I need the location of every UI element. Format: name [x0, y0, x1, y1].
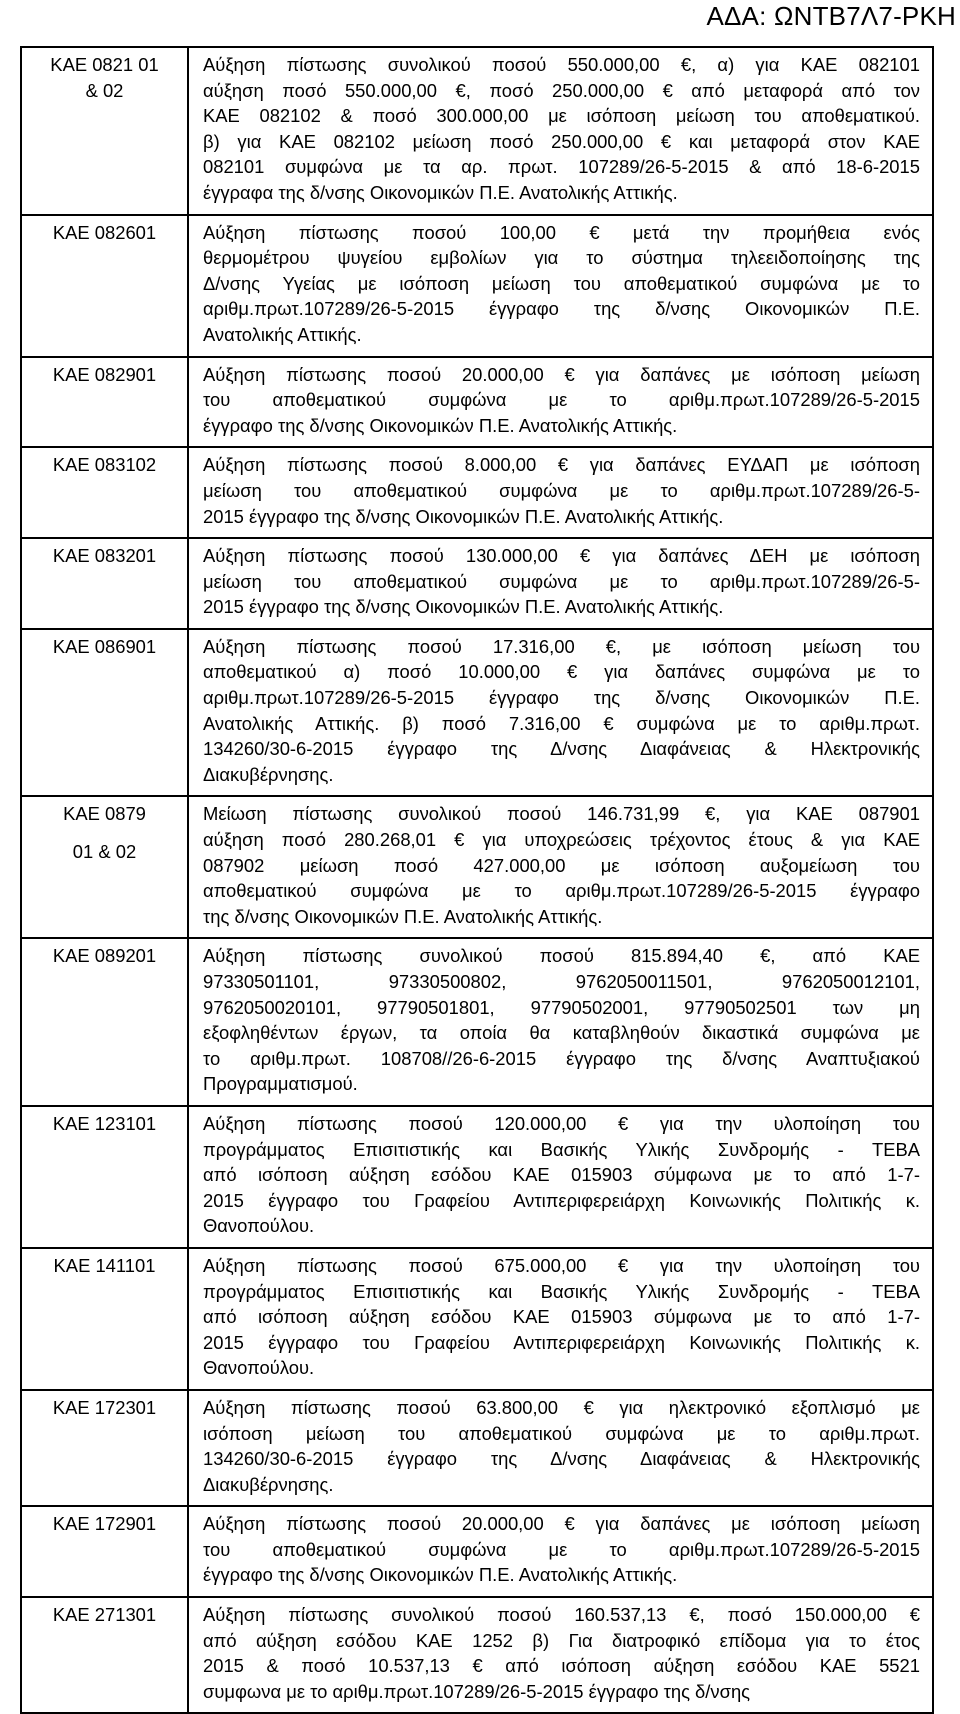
description-cell: [188, 1597, 933, 1713]
budget-code-cell: [21, 447, 188, 538]
description-line: 2015 έγγραφο της δ/νσης Οικονομικών Π.Ε. Ανατολικής Αττικής.: [203, 596, 724, 618]
table-row: [21, 357, 933, 448]
description-line: αποθεματικού συμφώνα με το αριθμ.πρωτ.107289/26-5-2015 έγγραφο: [203, 880, 920, 902]
description-line: Αύξηση πίστωσης συνολικού ποσού 550.000,00 €, α) για ΚΑΕ 082101: [203, 54, 920, 75]
description-line: από ισόποση αύξηση εσόδου ΚΑΕ 015903 σύμφωνα με το από 1-7-: [203, 1306, 920, 1328]
description-line: Αύξηση πίστωσης ποσού 20.000,00 € για δαπάνες με ισόποση μείωση: [203, 363, 920, 385]
description-line: 2015 έγγραφο του Γραφείου Αντιπεριφερειάρχη Κοινωνικής Πολιτικής κ.: [203, 1331, 920, 1353]
table-row: [21, 47, 933, 215]
description-line: από αύξηση εσόδου ΚΑΕ 1252 β) Για διατροφικό επίδομα για το έτος: [203, 1629, 920, 1651]
budget-code-cell: [21, 1106, 188, 1248]
table-row: [21, 538, 933, 629]
description-line: Αύξηση πίστωσης ποσού 20.000,00 € για δαπάνες με ισόποση μείωση: [203, 1513, 920, 1535]
budget-code-line: ΚΑΕ 082901: [52, 363, 157, 385]
description-line: αποθεματικού α) ποσό 10.000,00 € για δαπάνες συμφώνα με το: [203, 661, 920, 683]
budget-code-cell: [21, 47, 188, 215]
budget-code-cell: [21, 938, 188, 1106]
budget-code-line: ΚΑΕ 089201: [52, 945, 157, 967]
budget-code-cell: [21, 1597, 188, 1713]
description-cell: [188, 538, 933, 629]
description-line: 2015 έγγραφο της δ/νσης Οικονομικών Π.Ε. Ανατολικής Αττικής.: [203, 505, 724, 527]
table-row: [21, 1390, 933, 1506]
description-line: 082101 συμφώνα με τα αρ. πρωτ. 107289/26-5-2015 & από 18-6-2015: [203, 156, 920, 178]
description-line: Θανοπούλου.: [203, 1215, 315, 1237]
budget-code-line: ΚΑΕ 172301: [52, 1396, 157, 1418]
budget-code-cell: [21, 1390, 188, 1506]
description-line: του αποθεματικού συμφώνα με το αριθμ.πρωτ.107289/26-5-2015: [203, 389, 920, 411]
description-line: το αριθμ.πρωτ. 108708//26-6-2015 έγγραφο της δ/νσης Αναπτυξιακού: [203, 1047, 920, 1069]
description-line: Αύξηση πίστωσης ποσού 100,00 € μετά την προμήθεια ενός: [203, 221, 920, 243]
description-cell: [188, 938, 933, 1106]
description-cell: [188, 629, 933, 797]
description-line: Θανοπούλου.: [203, 1357, 315, 1379]
description-line: Αύξηση πίστωσης ποσού 17.316,00 €, με ισόποση μείωση του: [203, 635, 920, 657]
description-cell: [188, 796, 933, 938]
description-line: μείωση του αποθεματικού συμφώνα με το αριθμ.πρωτ.107289/26-5-: [203, 479, 920, 501]
budget-code-cell: [21, 538, 188, 629]
description-line: 97330501101, 97330500802, 9762050011501, 9762050012101,: [203, 971, 920, 992]
budget-code-cell: [21, 796, 188, 938]
description-line: αύξηση ποσό 280.268,01 € για υποχρεώσεις τρέχοντος έτους & για ΚΑΕ: [203, 829, 920, 851]
budget-code-line: ΚΑΕ 0879: [63, 803, 146, 825]
table-row: [21, 1106, 933, 1248]
table-row: [21, 1597, 933, 1713]
budget-code-cell: [21, 215, 188, 357]
budget-code-line: ΚΑΕ 271301: [52, 1604, 157, 1626]
description-line: 2015 έγγραφο του Γραφείου Αντιπεριφερειάρχη Κοινωνικής Πολιτικής κ.: [203, 1189, 920, 1211]
description-line: αριθμ.πρωτ.107289/26-5-2015 έγγραφο της δ/νσης Οικονομικών Π.Ε.: [203, 687, 920, 709]
description-cell: [188, 1248, 933, 1390]
description-line: 2015 & ποσό 10.537,13 € από ισόποση αύξηση εσόδου ΚΑΕ 5521: [203, 1655, 920, 1677]
table-row: [21, 447, 933, 538]
description-line: β) για ΚΑΕ 082102 μείωση ποσό 250.000,00 € και μεταφορά στον ΚΑΕ: [203, 130, 920, 152]
table-row: [21, 215, 933, 357]
description-line: 9762050020101, 97790501801, 97790502001, 97790502501 των μη: [203, 996, 920, 1018]
description-line: Ανατολικής Αττικής. β) ποσό 7.316,00 € συμφώνα με το αριθμ.πρωτ.: [203, 712, 920, 734]
description-line: ισόποση μείωση του αποθεματικού συμφώνα με το αριθμ.πρωτ.: [203, 1422, 920, 1444]
description-line: Αύξηση πίστωσης ποσού 8.000,00 € για δαπάνες ΕΥΔΑΠ με ισόποση: [203, 454, 920, 476]
description-line: έγγραφα της δ/νσης Οικονομικών Π.Ε. Ανατολικής Αττικής.: [203, 181, 678, 203]
description-line: προγράμματος Επισιτιστικής και Βασικής Υλικής Συνδρομής - ΤΕΒΑ: [203, 1138, 920, 1160]
budget-code-line: & 02: [85, 79, 124, 101]
budget-code-line: ΚΑΕ 141101: [53, 1254, 156, 1276]
budget-code-cell: [21, 1248, 188, 1390]
description-line: Αύξηση πίστωσης συνολικού ποσού 160.537,13 €, ποσό 150.000,00 €: [203, 1604, 920, 1626]
table-row: [21, 629, 933, 797]
budget-code-line: ΚΑΕ 172901: [52, 1513, 157, 1535]
description-line: Διακυβέρνησης.: [203, 1473, 334, 1495]
table-row: [21, 1506, 933, 1597]
description-line: έγγραφο της δ/νσης Οικονομικών Π.Ε. Ανατολικής Αττικής.: [203, 414, 678, 436]
description-cell: [188, 1390, 933, 1506]
budget-code-cell: [21, 629, 188, 797]
table-row: [21, 1248, 933, 1390]
description-line: Αύξηση πίστωσης ποσού 675.000,00 € για την υλοποίηση του: [203, 1254, 920, 1276]
description-line: Ανατολικής Αττικής.: [203, 323, 362, 345]
description-line: εξοφληθέντων έργων, τα οποία θα καταβληθούν δικαστικά συμφώνα με: [203, 1022, 920, 1044]
description-cell: [188, 447, 933, 538]
description-line: του αποθεματικού συμφώνα με το αριθμ.πρωτ.107289/26-5-2015: [203, 1538, 920, 1560]
budget-changes-table: [20, 46, 934, 1714]
budget-code-cell: [21, 1506, 188, 1597]
description-line: θερμομέτρου ψυγείου εμβολίων για το σύστημα τηλεειδοποίησης της: [203, 247, 920, 269]
document-id-header: ΑΔΑ: ΩΝΤΒ7Λ7-ΡΚΗ: [706, 1, 956, 31]
description-line: από ισόποση αύξηση εσόδου ΚΑΕ 015903 σύμφωνα με το από 1-7-: [203, 1164, 920, 1186]
budget-code-line: ΚΑΕ 083201: [52, 545, 157, 567]
description-line: αύξηση ποσό 550.000,00 €, ποσό 250.000,00 € από μεταφορά από τον: [203, 79, 920, 101]
description-line: Δ/νσης Υγείας με ισόποση μείωση του αποθεματικού συμφώνα με το: [203, 272, 920, 294]
description-line: ΚΑΕ 082102 & ποσό 300.000,00 με ισόποση μείωση του αποθεματικού.: [203, 105, 920, 127]
description-cell: [188, 1506, 933, 1597]
description-line: 087902 μείωση ποσό 427.000,00 με ισόποση αυξομείωση του: [203, 854, 920, 876]
table-body: [21, 47, 933, 1713]
budget-code-line: ΚΑΕ 0821 01: [50, 54, 159, 75]
description-line: 134260/30-6-2015 έγγραφο της Δ/νσης Διαφάνειας & Ηλεκτρονικής: [203, 1448, 920, 1470]
description-line: Αύξηση πίστωσης ποσού 63.800,00 € για ηλεκτρονικό εξοπλισμό με: [203, 1396, 920, 1418]
budget-code-line: ΚΑΕ 086901: [52, 635, 157, 657]
description-line: της δ/νσης Οικονομικών Π.Ε. Ανατολικής Αττικής.: [203, 905, 603, 927]
budget-code-line: ΚΑΕ 123101: [52, 1112, 157, 1134]
table-row: [21, 938, 933, 1106]
budget-code-line: ΚΑΕ 083102: [52, 454, 157, 476]
description-cell: [188, 357, 933, 448]
table-row: [21, 796, 933, 938]
description-line: Αύξηση πίστωσης ποσού 130.000,00 € για δαπάνες ΔΕΗ με ισόποση: [203, 545, 920, 567]
description-cell: [188, 1106, 933, 1248]
budget-code-cell: [21, 357, 188, 448]
description-line: Διακυβέρνησης.: [203, 763, 334, 785]
budget-code-line: 01 & 02: [72, 841, 137, 863]
description-line: προγράμματος Επισιτιστικής και Βασικής Υλικής Συνδρομής - ΤΕΒΑ: [203, 1280, 920, 1302]
description-line: Αύξηση πίστωσης συνολικού ποσού 815.894,40 €, από ΚΑΕ: [203, 945, 920, 967]
description-line: Αύξηση πίστωσης ποσού 120.000,00 € για την υλοποίηση του: [203, 1112, 920, 1134]
budget-code-line: ΚΑΕ 082601: [52, 221, 157, 243]
description-cell: [188, 47, 933, 215]
description-line: αριθμ.πρωτ.107289/26-5-2015 έγγραφο της δ/νσης Οικονομικών Π.Ε.: [203, 298, 920, 320]
description-line: μείωση του αποθεματικού συμφώνα με το αριθμ.πρωτ.107289/26-5-: [203, 570, 920, 592]
description-cell: [188, 215, 933, 357]
description-line: 134260/30-6-2015 έγγραφο της Δ/νσης Διαφάνειας & Ηλεκτρονικής: [203, 738, 920, 760]
description-line: Μείωση πίστωσης συνολικού ποσού 146.731,99 €, για ΚΑΕ 087901: [203, 803, 920, 825]
description-line: Προγραμματισμού.: [203, 1073, 358, 1095]
description-line: συμφωνα με το αριθμ.πρωτ.107289/26-5-2015 έγγραφο της δ/νσης: [203, 1680, 751, 1702]
description-line: έγγραφο της δ/νσης Οικονομικών Π.Ε. Ανατολικής Αττικής.: [203, 1564, 678, 1586]
